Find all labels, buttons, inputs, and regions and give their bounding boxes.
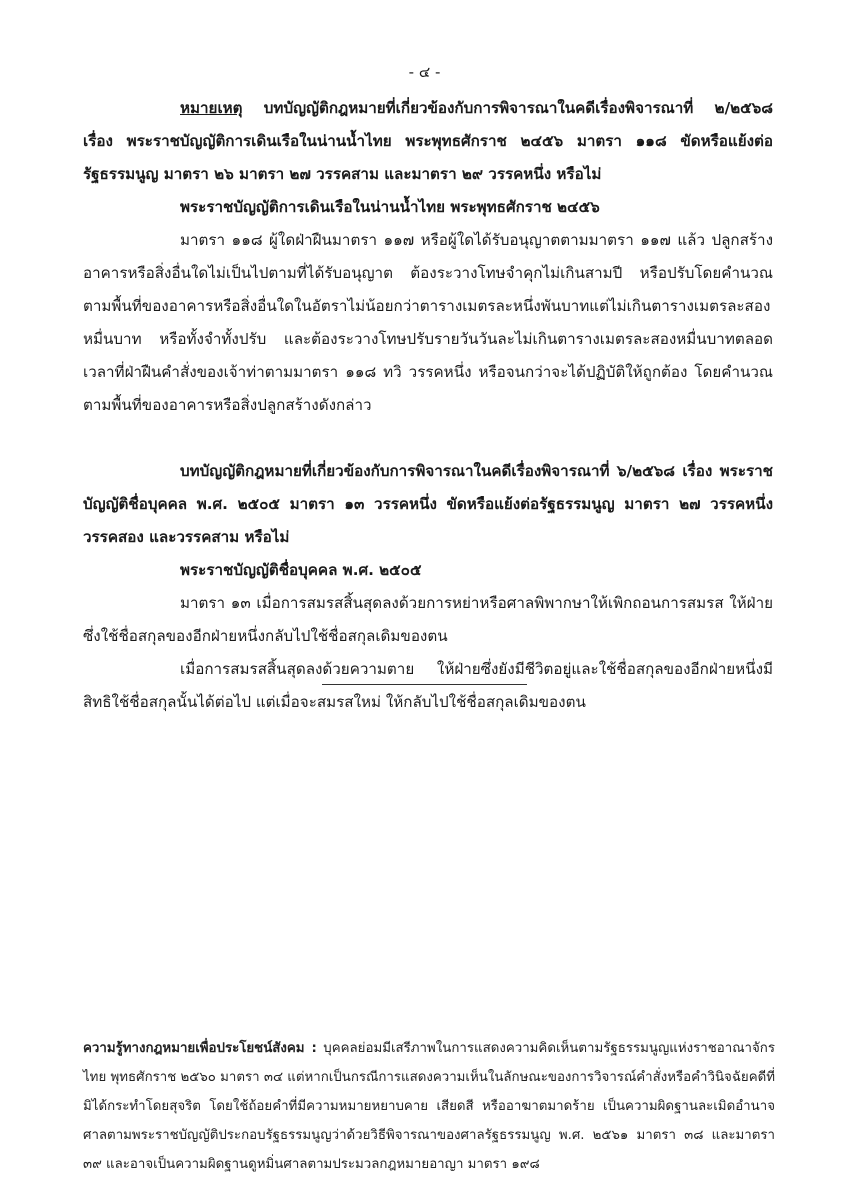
end-divider (322, 684, 527, 685)
section-13-paragraph-1: มาตรา ๑๓ เมื่อการสมรสสิ้นสุดลงด้วยการหย่าหรือศาลพิพากษาให้เพิกถอนการสมรส ให้ฝ่ายซึ่งใช้ชื่อสกุลของอีกฝ่ายหนึ่งกลับไปใช้ชื่อสกุลเดิมของตน (83, 594, 773, 645)
note-intro (83, 92, 773, 191)
section-13-paragraph-2: เมื่อการสมรสสิ้นสุดลงด้วยความตาย ให้ฝ่ายซึ่งยังมีชีวิตอยู่และใช้ชื่อสกุลของอีกฝ่ายหนึ่งมีสิทธิใช้ชื่อสกุลนั้นได้ต่อไป แต่เมื่อจะสมรสใหม่ ให้กลับไปใช้ชื่อสกุลเดิมของตน (83, 660, 773, 711)
section-gap (83, 422, 773, 455)
document-body (83, 92, 773, 719)
case2-intro: บทบัญญัติกฎหมายที่เกี่ยวข้องกับการพิจารณาในคดีเรื่องพิจารณาที่ ๖/๒๕๖๘ เรื่อง พระราชบัญญัติชื่อบุคคล พ.ศ. ๒๕๐๕ มาตรา ๑๓ วรรคหนึ่ง ขัดหรือแย้งต่อรัฐธรรมนูญ มาตรา ๒๗ วรรคหนึ่ง วรรคสอง และวรรคสาม หรือไม่ (83, 462, 773, 546)
note-intro-text: บทบัญญัติกฎหมายที่เกี่ยวข้องกับการพิจารณาในคดีเรื่องพิจารณาที่ ๒/๒๕๖๘ เรื่อง พระราชบัญญัติการเดินเรือในน่านน้ำไทย พระพุทธศักราช ๒๔๕๖ มาตรา ๑๑๘ ขัดหรือแย้งต่อรัฐธรรมนูญ มาตรา ๒๖ มาตรา ๒๗ วรรคสาม และมาตรา ๒๙ วรรคหนึ่ง หรือไม่ (83, 99, 773, 183)
note-label: หมายเหตุ (180, 99, 243, 117)
act-title-navigation: พระราชบัญญัติการเดินเรือในน่านน้ำไทย พระพุทธศักราช ๒๔๕๖ (180, 198, 600, 216)
act-title-personal-names: พระราชบัญญัติชื่อบุคคล พ.ศ. ๒๕๐๕ (180, 561, 422, 579)
section-118-text: มาตรา ๑๑๘ ผู้ใดฝ่าฝืนมาตรา ๑๑๗ หรือผู้ใดได้รับอนุญาตตามมาตรา ๑๑๗ แล้ว ปลูกสร้างอาคารหรือสิ่งอื่นใดไม่เป็นไปตามที่ได้รับอนุญาต ต้องระวางโทษจำคุกไม่เกินสามปี หรือปรับโดยคำนวณตามพื้นที่ของอาคารหรือสิ่งอื่นใดในอัตราไม่น้อยกว่าตารางเมตรละหนึ่งพันบาทแต่ไม่เกินตารางเมตรละสองหมื่นบาท หรือทั้งจำทั้งปรับ และต้องระวางโทษปรับรายวันวันละไม่เกินตารางเมตรละสองหมื่นบาทตลอดเวลาที่ฝ่าฝืนคำสั่งของเจ้าท่าตามมาตรา ๑๑๘ ทวิ วรรคหนึ่ง หรือจนกว่าจะได้ปฏิบัติให้ถูกต้อง โดยคำนวณตามพื้นที่ของอาคารหรือสิ่งปลูกสร้างดังกล่าว (83, 231, 773, 414)
page-number: - ๔ - (408, 63, 441, 81)
footer-label: ความรู้ทางกฎหมายเพื่อประโยชน์สังคม : (83, 1041, 317, 1056)
footer-text: บุคคลย่อมมีเสรีภาพในการแสดงความคิดเห็นตามรัฐธรรมนูญแห่งราชอาณาจักรไทย พุทธศักราช ๒๕๖๐ มาตรา ๓๔ แต่หากเป็นกรณีการแสดงความเห็นในลักษณะของการวิจารณ์คำสั่งหรือคำวินิจฉัยคดีที่มิได้กระทำโดยสุจริต โดยใช้ถ้อยคำที่มีความหมายหยาบคาย เสียดสี หรืออาฆาตมาดร้าย เป็นความผิดฐานละเมิดอำนาจศาลตามพระราชบัญญัติประกอบรัฐธรรมนูญว่าด้วยวิธีพิจารณาของศาลรัฐธรรมนูญ พ.ศ. ๒๕๖๑ มาตรา ๓๘ และมาตรา ๓๙ และอาจเป็นความผิดฐานดูหมิ่นศาลตามประมวลกฎหมายอาญา มาตรา ๑๙๘ (83, 1041, 775, 1172)
legal-knowledge-footer (83, 1034, 775, 1179)
